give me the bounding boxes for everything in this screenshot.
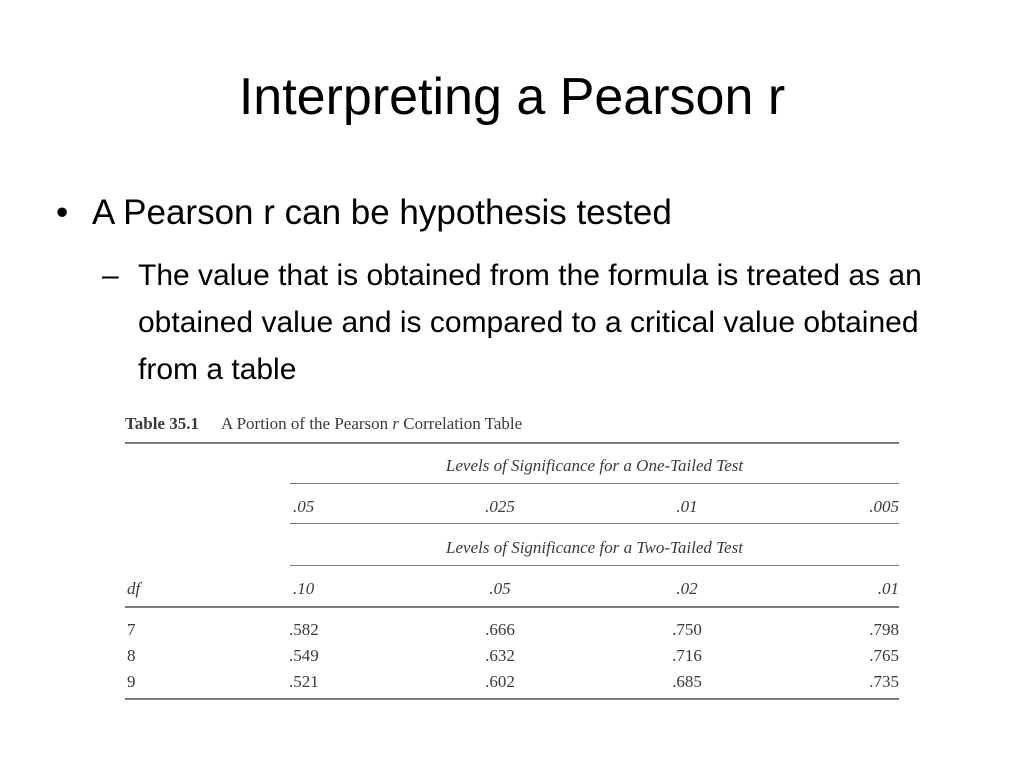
two-tailed-level: .10 bbox=[293, 579, 315, 598]
value-cell: .602 bbox=[485, 672, 515, 691]
df-column-header: df bbox=[127, 579, 141, 598]
table-caption-number: Table 35.1 bbox=[125, 414, 200, 433]
value-cell: .765 bbox=[869, 646, 899, 665]
value-cell: .685 bbox=[672, 672, 702, 691]
value-cell: .716 bbox=[672, 646, 702, 665]
one-tailed-level: .05 bbox=[293, 497, 315, 516]
sub-bullet-marker: – bbox=[102, 259, 119, 292]
two-tailed-level: .01 bbox=[877, 579, 899, 598]
value-cell: .735 bbox=[869, 672, 899, 691]
bullet-marker: • bbox=[56, 193, 69, 232]
table-caption bbox=[125, 412, 522, 436]
two-tailed-level: .02 bbox=[676, 579, 698, 598]
two-tailed-level: .05 bbox=[489, 579, 511, 598]
value-cell: .582 bbox=[289, 620, 319, 639]
table-caption-title: A Portion of the Pearson r Correlation Table bbox=[221, 414, 523, 433]
one-tailed-level: .005 bbox=[869, 497, 899, 516]
value-cell: .798 bbox=[869, 620, 899, 639]
df-cell: 8 bbox=[127, 646, 136, 665]
two-tailed-header-rule bbox=[290, 565, 899, 566]
value-cell: .750 bbox=[672, 620, 702, 639]
value-cell: .632 bbox=[485, 646, 515, 665]
one-tailed-header: Levels of Significance for a One-Tailed Test bbox=[445, 456, 744, 475]
bullet-text: A Pearson r can be hypothesis tested bbox=[92, 193, 672, 232]
table-bottom-rule bbox=[125, 698, 899, 700]
two-tailed-header: Levels of Significance for a Two-Tailed Test bbox=[446, 538, 743, 557]
table-header-bottom-rule bbox=[125, 606, 899, 608]
correlation-table-figure bbox=[125, 412, 899, 702]
one-tailed-level: .01 bbox=[676, 497, 698, 516]
table-top-rule bbox=[125, 442, 899, 444]
one-tailed-header-rule bbox=[290, 483, 899, 484]
one-tailed-levels-rule bbox=[290, 523, 899, 524]
value-cell: .521 bbox=[289, 672, 319, 691]
value-cell: .549 bbox=[289, 646, 319, 665]
df-cell: 9 bbox=[127, 672, 136, 691]
one-tailed-level: .025 bbox=[485, 497, 515, 516]
df-cell: 7 bbox=[127, 620, 136, 639]
sub-bullet-text: The value that is obtained from the formula is treated as an obtained value and is compared to a critical value obtained from a table bbox=[138, 259, 922, 386]
slide-title: Interpreting a Pearson r bbox=[238, 68, 786, 126]
value-cell: .666 bbox=[485, 620, 515, 639]
